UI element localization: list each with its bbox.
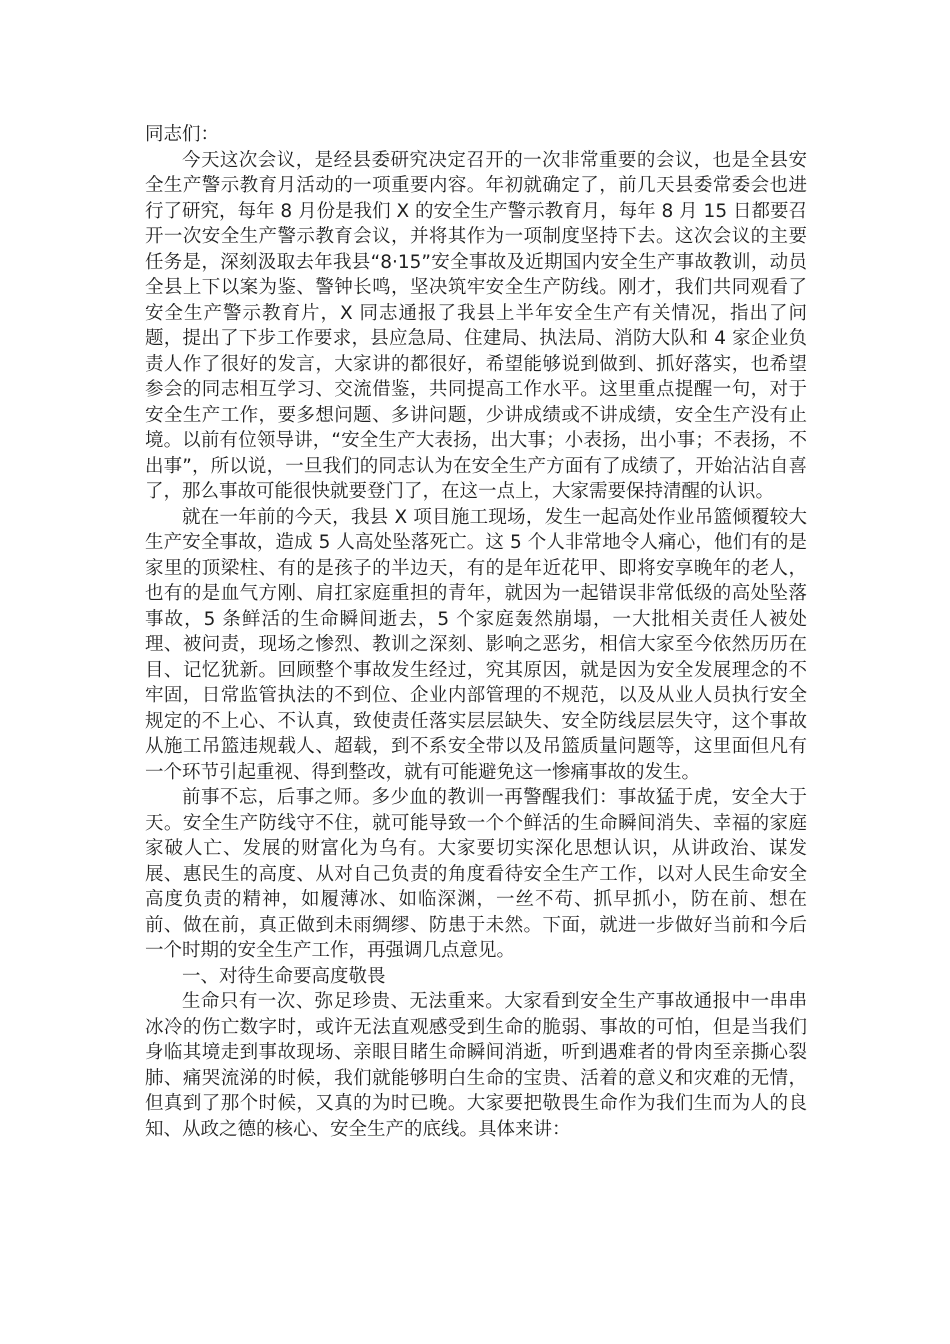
paragraph-lessons: 前事不忘，后事之师。多少血的教训一再警醒我们：事故猛于虎，安全大于天。安全生产防线守不住，就可能导致一个个鲜活的生命瞬间消失、幸福的家庭家破人亡、发展的财富化为乌有。大家要切实深化思想认识，从讲政治、谋发展、惠民生的高度、从对自己负责的角度看待安全生产工作，以对人民生命安全高度负责的精神，如履薄冰、如临深渊，一丝不苟、抓早抓小，防在前、想在前、做在前，真正做到未雨绸缪、防患于未然。下面，就进一步做好当前和今后一个时期的安全生产工作，再强调几点意见。 (145, 787, 807, 961)
paragraph-respect-life: 生命只有一次、弥足珍贵、无法重来。大家看到安全生产事故通报中一串串冰冷的伤亡数字时，或许无法直观感受到生命的脆弱、事故的可怕，但是当我们身临其境走到事故现场、亲眼目睹生命瞬间消逝，听到遇难者的骨肉至亲撕心裂肺、痛哭流涕的时候，我们就能够明白生命的宝贵、活着的意义和灾难的无情，但真到了那个时候，又真的为时已晚。大家要把敬畏生命作为我们生而为人的良知、从政之德的核心、安全生产的底线。具体来讲： (145, 991, 807, 1140)
section-heading-1: 一、对待生命要高度敬畏 (182, 965, 386, 987)
paragraph-meeting-intro: 今天这次会议，是经县委研究决定召开的一次非常重要的会议，也是全县安全生产警示教育月活动的一项重要内容。年初就确定了，前几天县委常委会也进行了研究，每年 8 月份是我们 X 的安全生产警示教育月，每年 8 月 15 日都要召开一次安全生产警示教育会议，并将其作为一项制度坚持下去。这次会议的主要任务是，深刻汲取去年我县“8·15”安全事故及近期国内安全生产事故教训，动员全县上下以案为鉴、警钟长鸣，坚决筑牢安全生产防线。刚才，我们共同观看了安全生产警示教育片，X 同志通报了我县上半年安全生产有关情况，指出了问题，提出了下步工作要求，县应急局、住建局、执法局、消防大队和 4 家企业负责人作了很好的发言，大家讲的都很好，希望能够说到做到、抓好落实，也希望参会的同志相互学习、交流借鉴，共同提高工作水平。这里重点提醒一句，对于安全生产工作，要多想问题、多讲问题，少讲成绩或不讲成绩，安全生产没有止境。以前有位领导讲，“安全生产大表扬，出大事；小表扬，出小事；不表扬，不出事”，所以说，一旦我们的同志认为在安全生产方面有了成绩了，开始沾沾自喜了，那么事故可能很快就要登门了，在这一点上，大家需要保持清醒的认识。 (145, 149, 807, 502)
salutation: 同志们： (145, 124, 220, 145)
paragraph-accident-review: 就在一年前的今天，我县 X 项目施工现场，发生一起高处作业吊篮倾覆较大生产安全事故，造成 5 人高处坠落死亡。这 5 个人非常地令人痛心，他们有的是家里的顶梁柱、有的是孩子的半边天，有的是年近花甲、即将安享晚年的老人，也有的是血气方刚、肩扛家庭重担的青年，就因为一起错误非常低级的高处坠落事故，5 条鲜活的生命瞬间逝去，5 个家庭轰然崩塌，一大批相关责任人被处理、被问责，现场之惨烈、教训之深刻、影响之恶劣，相信大家至今依然历历在目、记忆犹新。回顾整个事故发生经过，究其原因，就是因为安全发展理念的不牢固，日常监管执法的不到位、企业内部管理的不规范，以及从业人员执行安全规定的不上心、不认真，致使责任落实层层缺失、安全防线层层失守，这个事故从施工吊篮违规载人、超载，到不系安全带以及吊篮质量问题等，这里面但凡有一个环节引起重视、得到整改，就有可能避免这一惨痛事故的发生。 (145, 506, 807, 783)
document-page (145, 122, 807, 1142)
